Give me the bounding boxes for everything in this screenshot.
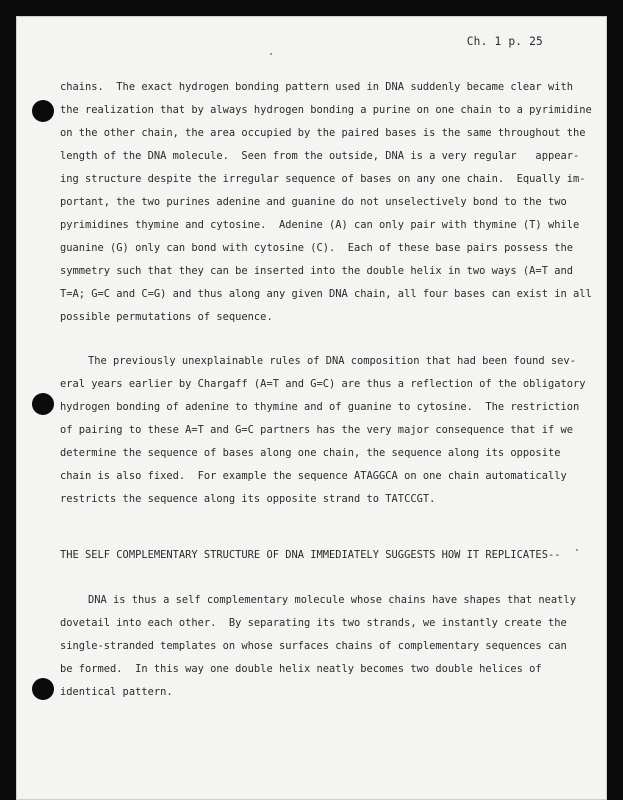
text-line: be formed. In this way one double helix neatly becomes two double helices of [60,663,542,675]
text-line: the realization that by always hydrogen bonding a purine on one chain to a pyrimidine [60,104,592,116]
text-line: DNA is thus a self complementary molecule whose chains have shapes that neatly [88,594,576,606]
text-line: eral years earlier by Chargaff (A=T and G=C) are thus a reflection of the obligatory [60,378,586,390]
text-line: on the other chain, the area occupied by the paired bases is the same throughout the [60,127,586,139]
text-line: pyrimidines thymine and cytosine. Adenine (A) can only pair with thymine (T) while [60,219,580,231]
text-line: single-stranded templates on whose surfaces chains of complementary sequences can [60,640,567,652]
text-line: guanine (G) only can bond with cytosine (C). Each of these base pairs possess the [60,242,573,254]
binder-hole-bottom [32,678,54,700]
text-line: possible permutations of sequence. [60,311,273,323]
text-line: chain is also fixed. For example the sequence ATAGGCA on one chain automatically [60,470,567,482]
paragraph-chargaff-rules [60,350,586,511]
section-heading: THE SELF COMPLEMENTARY STRUCTURE OF DNA IMMEDIATELY SUGGESTS HOW IT REPLICATES-- [60,549,561,561]
binder-hole-middle [32,393,54,415]
text-line: identical pattern. [60,686,173,698]
paper-speck [576,549,578,551]
text-line: dovetail into each other. By separating its two strands, we instantly create the [60,617,567,629]
text-line: ing structure despite the irregular sequence of bases on any one chain. Equally im- [60,173,586,185]
text-line: portant, the two purines adenine and guanine do not unselectively bond to the two [60,196,567,208]
document-page [16,16,607,800]
text-line: hydrogen bonding of adenine to thymine and of guanine to cytosine. The restriction [60,401,580,413]
text-line: determine the sequence of bases along one chain, the sequence along its opposite [60,447,561,459]
text-line: chains. The exact hydrogen bonding pattern used in DNA suddenly became clear with [60,81,573,93]
text-line: T=A; G=C and C=G) and thus along any given DNA chain, all four bases can exist in all [60,288,592,300]
text-line: length of the DNA molecule. Seen from the outside, DNA is a very regular appear- [60,150,580,162]
text-line: of pairing to these A=T and G=C partners has the very major consequence that if we [60,424,573,436]
page-reference: Ch. 1 p. 25 [466,35,543,48]
text-line: symmetry such that they can be inserted into the double helix in two ways (A=T and [60,265,573,277]
paragraph-self-complementary [60,589,576,704]
text-line: restricts the sequence along its opposite strand to TATCCGT. [60,493,436,505]
paper-speck [270,53,272,55]
binder-hole-top [32,100,54,122]
paragraph-base-pairing [60,76,592,329]
text-line: The previously unexplainable rules of DNA composition that had been found sev- [88,355,576,367]
